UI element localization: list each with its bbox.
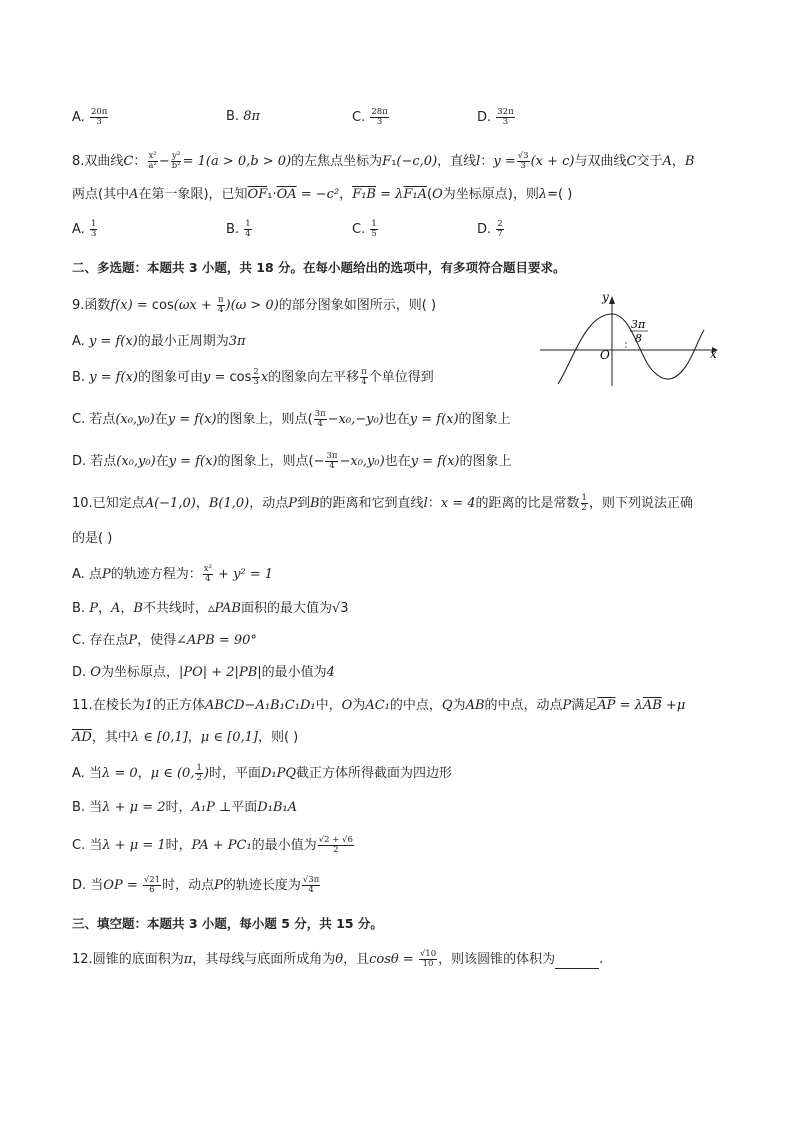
q11-stem-line2: $\overline{AD}$，其中λ ∈ [0,1]，μ ∈ [0,1]，则( ) xyxy=(72,730,299,745)
q9-option-a: A. y = f(x)的最小正周期为3π xyxy=(72,334,246,349)
q10-stem-line1: 10.已知定点A(−1,0)，B(1,0)，动点P到B的距离和它到直线l：x = 4的距离的比是常数 $\frac{1}{2}$ ，则下列说法正确 xyxy=(72,493,693,513)
q12-stem: 12.圆锥的底面积为π，其母线与底面所成角为θ，且cosθ = $\frac{√10}{10}$ ，则该圆锥的体积为 . xyxy=(72,949,604,969)
q8-option-c: C. $\frac{1}{5}$ xyxy=(352,219,377,239)
x-label: x xyxy=(710,347,717,361)
q9-option-c: C. 若点(x₀,y₀)在y = f(x)的图象上，则点( $\frac{3\pi}{4}$ −x₀,−y₀)也在y = f(x)的图象上 xyxy=(72,409,511,429)
y-label: y xyxy=(602,290,609,304)
q7-option-d: D. $\frac{32\pi}{3}$ xyxy=(477,107,514,127)
q8-line1: 8.双曲线C： $\frac{\text{x²}}{\text{a²}}$ − $\frac{\text{y²}}{\text{b²}}$ = 1(a > 0,b > 0)的左焦点坐标为F₁(−c,0)，直线l：y = $\frac{√3}{3}$ (x + c)与双曲线C交于A，B xyxy=(72,151,695,171)
q7-option-b: B. 8π xyxy=(226,109,261,124)
q10-option-a: A. 点P的轨迹方程为： $\frac{\text{x²}}{4}$ + y² = 1 xyxy=(72,564,274,584)
answer-blank[interactable] xyxy=(555,956,599,969)
q9-stem: 9.函数f(x) = cos(ωx + $\frac{\pi}{4}$ )(ω > 0)的部分图象如图所示，则( ) xyxy=(72,295,437,315)
q9-option-b: B. y = f(x)的图象可由y = cos $\frac{2}{3}$ x的图象向左平移 $\frac{\pi}{4}$ 个单位得到 xyxy=(72,367,434,387)
q7-option-a: A. $\frac{20\pi}{3}$ xyxy=(72,107,108,127)
q7-option-c: C. $\frac{28\pi}{3}$ xyxy=(352,107,388,127)
origin-label: O xyxy=(600,348,610,362)
q11-option-a: A. 当λ = 0，μ ∈ (0, $\frac{1}{2}$ )时，平面D₁PQ截正方体所得截面为四边形 xyxy=(72,763,453,783)
q11-option-b: B. 当λ + μ = 2时，A₁P ⊥平面D₁B₁A xyxy=(72,800,298,815)
q8-line2: 两点(其中A在第一象限)，已知$\overline{OF}_1\cdot\overline{OA} = -c^2$，F₁B = λF₁A(O为坐标原点)，则λ=( ) xyxy=(72,187,573,202)
zero-label-num: 3π xyxy=(631,318,646,331)
q10-stem-line2: 的是( ) xyxy=(72,531,113,546)
q8-option-d: D. $\frac{2}{7}$ xyxy=(477,219,503,239)
q9-graph xyxy=(536,288,726,388)
q11-stem-line1: 11.在棱长为1的正方体ABCD−A₁B₁C₁D₁中，O为AC₁的中点，Q为AB的中点，动点P满足$\overline{AP} = \lambda\overline{AB} +\mu$ xyxy=(72,698,686,713)
zero-label-den: 8 xyxy=(635,332,642,345)
section-heading-fill-in: 三、填空题：本题共 3 小题，每小题 5 分，共 15 分。 xyxy=(72,916,383,931)
q11-option-d: D. 当OP = $\frac{√21}{6}$ 时，动点P的轨迹长度为 $\frac{√3\pi}{4}$ xyxy=(72,875,320,895)
q8-option-a: A. $\frac{1}{3}$ xyxy=(72,219,97,239)
q8-option-b: B. $\frac{1}{4}$ xyxy=(226,219,251,239)
q10-option-c: C. 存在点P，使得∠APB = 90° xyxy=(72,633,257,648)
q9-option-d: D. 若点(x₀,y₀)在y = f(x)的图象上，则点(− $\frac{3\pi}{4}$ −x₀,y₀)也在y = f(x)的图象上 xyxy=(72,451,512,471)
section-heading-multi-choice: 二、多选题：本题共 3 小题，共 18 分。在每小题给出的选项中，有多项符合题目要求。 xyxy=(72,260,566,275)
q11-option-c: C. 当λ + μ = 1时，PA + PC₁的最小值为 $\frac{√2 + √6}{2}$ xyxy=(72,835,353,855)
q10-option-b: B. P，A，B不共线时，▵PAB面积的最大值为√3 xyxy=(72,601,349,616)
q10-option-d: D. O为坐标原点，|PO| + 2|PB|的最小值为4 xyxy=(72,665,335,680)
y-axis-arrow xyxy=(609,296,615,304)
